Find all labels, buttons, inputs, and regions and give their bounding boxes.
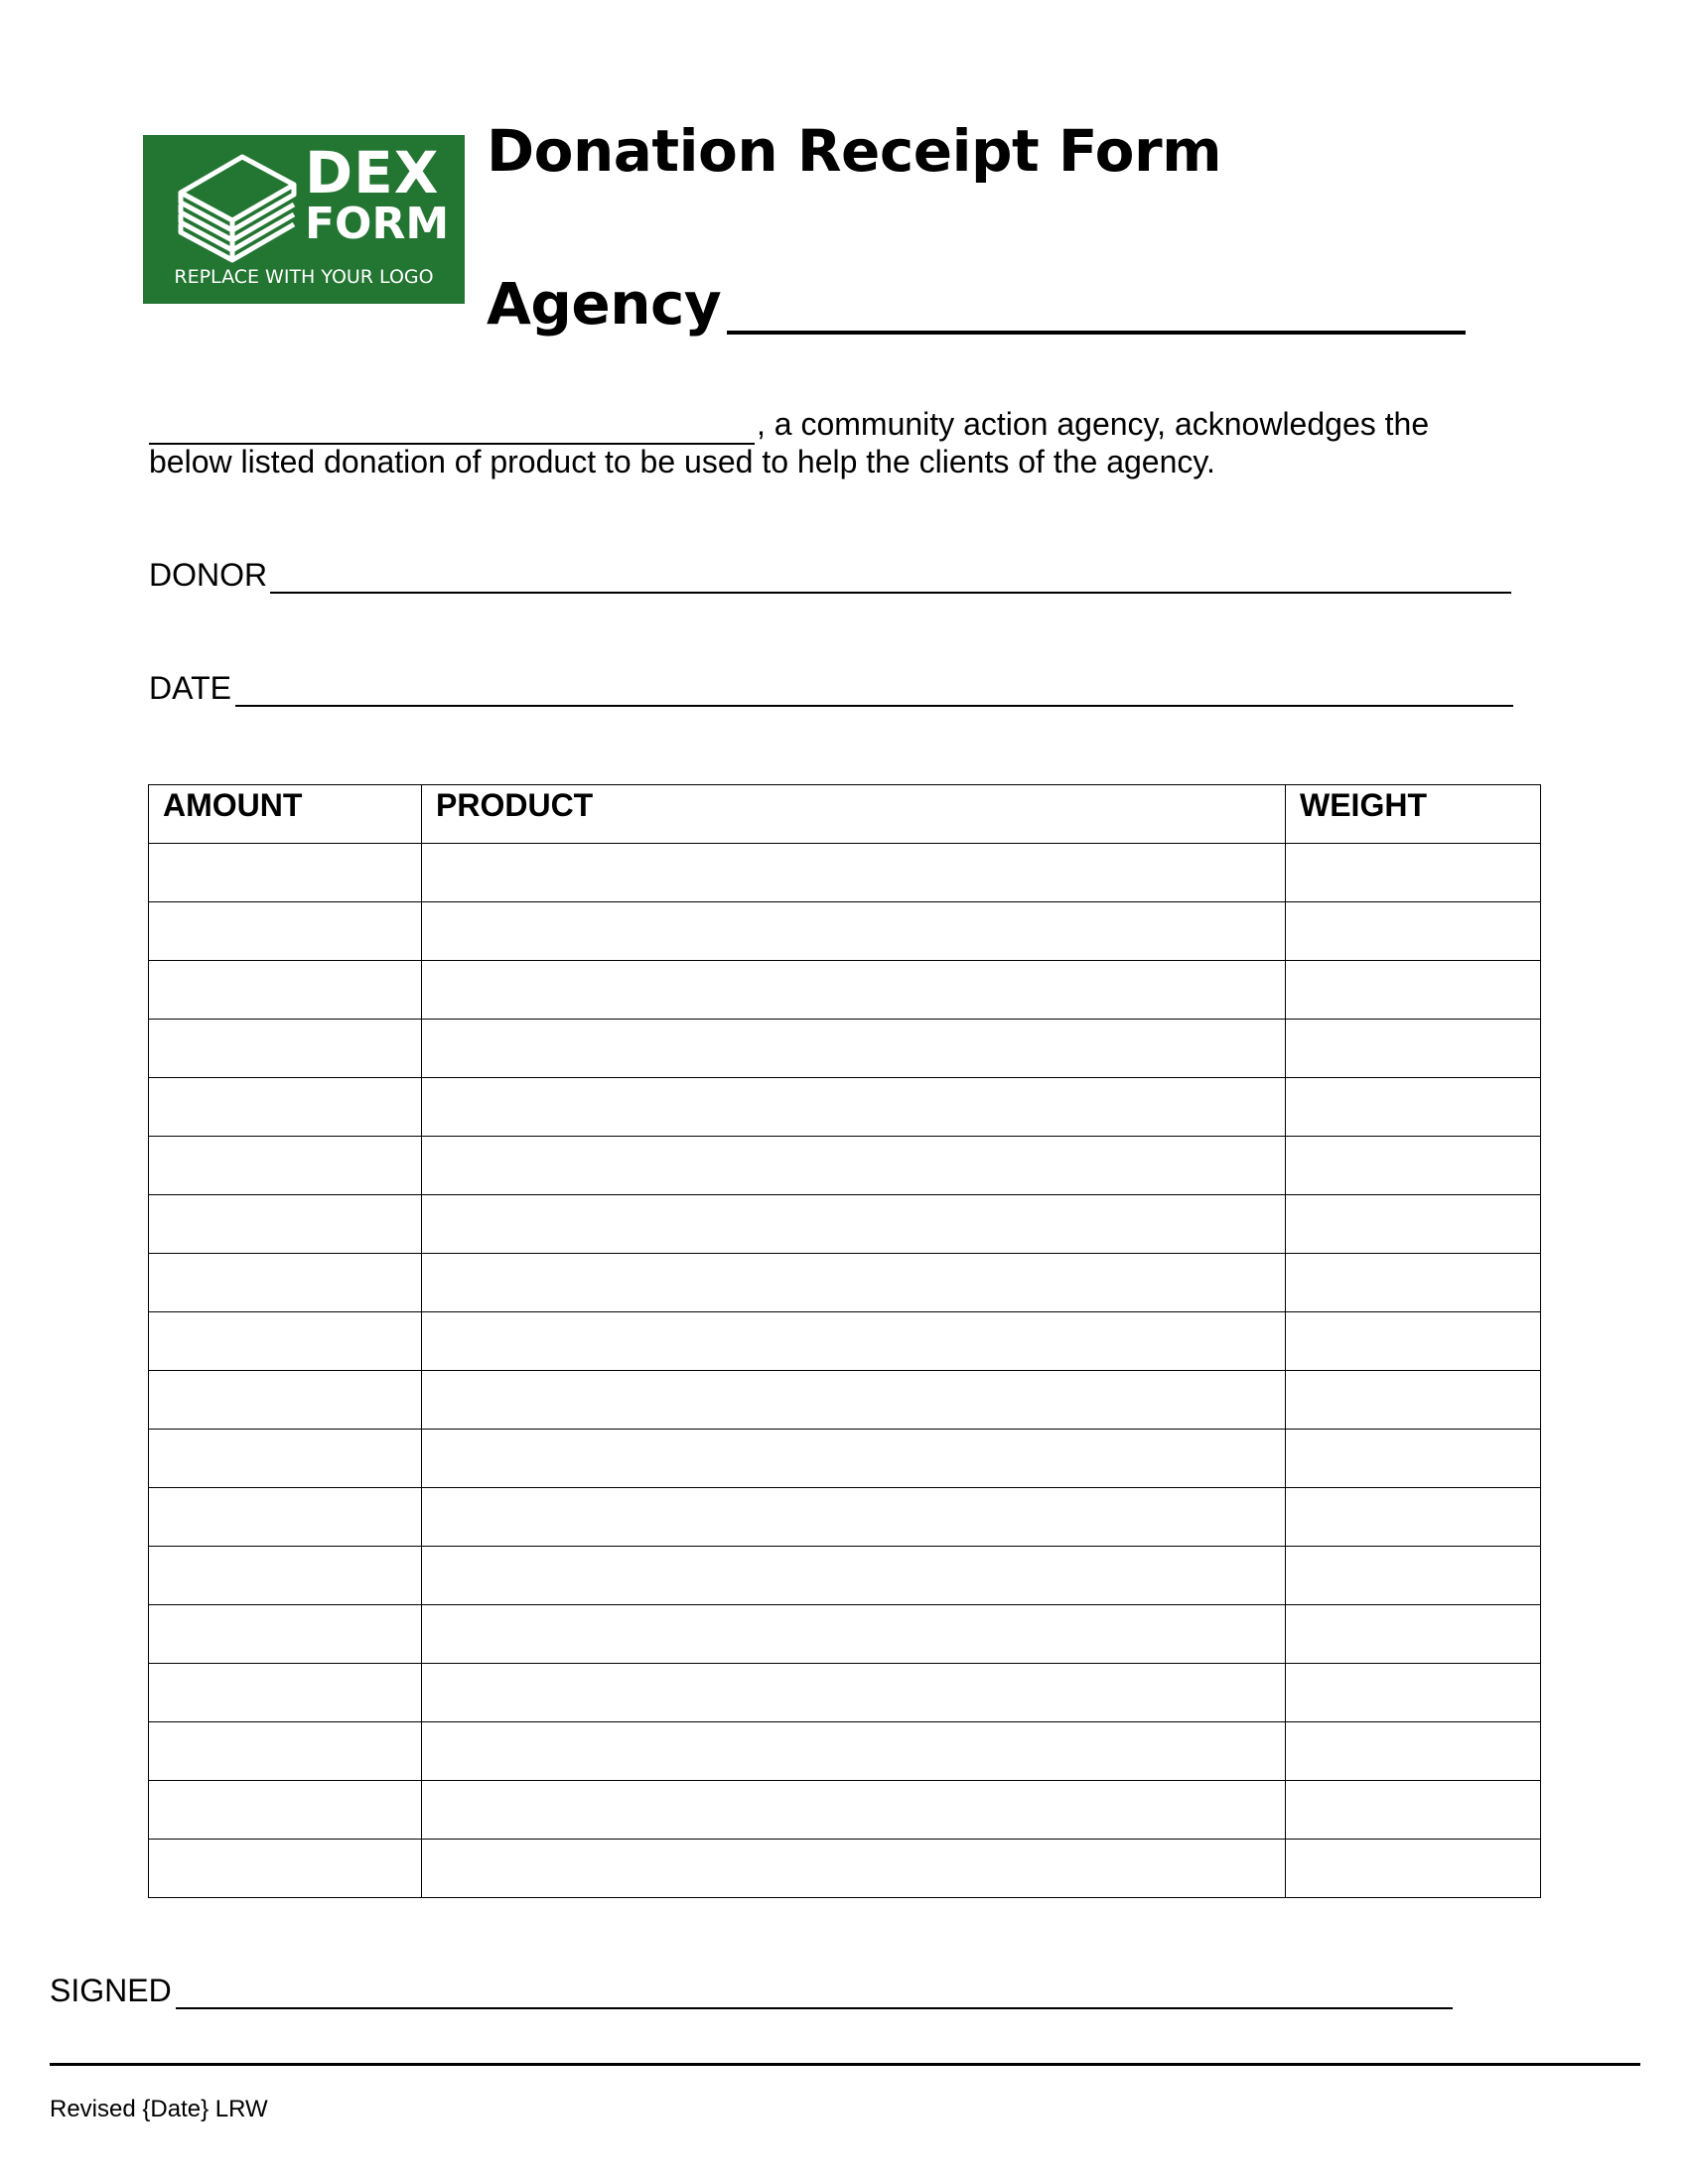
cell-amount[interactable]	[149, 1605, 422, 1664]
cell-amount[interactable]	[149, 1137, 422, 1195]
revision-note: Revised {Date} LRW	[50, 2096, 268, 2122]
signature-field-line[interactable]	[176, 2007, 1453, 2009]
cell-product[interactable]	[422, 1781, 1286, 1840]
cell-amount[interactable]	[149, 1020, 422, 1078]
cell-weight[interactable]	[1286, 1781, 1541, 1840]
footer-divider	[50, 2063, 1640, 2066]
table-row	[149, 1137, 1541, 1195]
table-row	[149, 1840, 1541, 1898]
intro-text-line2: below listed donation of product to be used to help the clients of the agency.	[149, 444, 1215, 479]
cell-amount[interactable]	[149, 1312, 422, 1371]
cell-product[interactable]	[422, 1722, 1286, 1781]
cell-product[interactable]	[422, 1371, 1286, 1430]
intro-text-line1: , a community action agency, acknowledges the	[757, 406, 1430, 442]
cell-product[interactable]	[422, 1254, 1286, 1312]
table-row	[149, 1312, 1541, 1371]
table-row	[149, 1488, 1541, 1547]
cell-weight[interactable]	[1286, 902, 1541, 961]
table-row	[149, 1781, 1541, 1840]
table-row	[149, 902, 1541, 961]
donation-items-table	[148, 784, 1541, 1898]
cell-weight[interactable]	[1286, 1488, 1541, 1547]
date-label: DATE	[149, 670, 231, 706]
cell-amount[interactable]	[149, 1840, 422, 1898]
cell-weight[interactable]	[1286, 1312, 1541, 1371]
table-row	[149, 961, 1541, 1020]
table-row	[149, 1664, 1541, 1722]
table-row	[149, 844, 1541, 902]
table-row	[149, 1605, 1541, 1664]
page-title: Donation Receipt Form	[487, 117, 1222, 185]
cell-amount[interactable]	[149, 1254, 422, 1312]
table-row	[149, 1254, 1541, 1312]
cell-product[interactable]	[422, 1840, 1286, 1898]
cell-product[interactable]	[422, 1078, 1286, 1137]
cell-weight[interactable]	[1286, 1371, 1541, 1430]
cell-weight[interactable]	[1286, 1605, 1541, 1664]
cell-product[interactable]	[422, 1605, 1286, 1664]
cell-product[interactable]	[422, 1488, 1286, 1547]
cell-product[interactable]	[422, 1195, 1286, 1254]
cell-weight[interactable]	[1286, 1020, 1541, 1078]
signed-label: SIGNED	[50, 1973, 172, 2008]
cell-weight[interactable]	[1286, 1195, 1541, 1254]
column-header-product: PRODUCT	[422, 785, 1286, 844]
cell-amount[interactable]	[149, 844, 422, 902]
table-body	[149, 844, 1541, 1898]
cell-weight[interactable]	[1286, 1254, 1541, 1312]
cell-weight[interactable]	[1286, 1722, 1541, 1781]
cell-product[interactable]	[422, 1137, 1286, 1195]
cell-weight[interactable]	[1286, 961, 1541, 1020]
table-row	[149, 1430, 1541, 1488]
column-header-amount: AMOUNT	[149, 785, 422, 844]
logo-word-form: FORM	[305, 199, 450, 249]
cell-product[interactable]	[422, 902, 1286, 961]
paper-stack-icon	[173, 145, 302, 264]
cell-weight[interactable]	[1286, 1664, 1541, 1722]
cell-product[interactable]	[422, 844, 1286, 902]
cell-weight[interactable]	[1286, 1547, 1541, 1605]
table-row	[149, 1195, 1541, 1254]
cell-amount[interactable]	[149, 1195, 422, 1254]
cell-weight[interactable]	[1286, 1430, 1541, 1488]
cell-amount[interactable]	[149, 902, 422, 961]
table-row	[149, 1722, 1541, 1781]
cell-amount[interactable]	[149, 1664, 422, 1722]
cell-product[interactable]	[422, 1547, 1286, 1605]
cell-amount[interactable]	[149, 1078, 422, 1137]
cell-amount[interactable]	[149, 1430, 422, 1488]
cell-amount[interactable]	[149, 1781, 422, 1840]
cell-weight[interactable]	[1286, 1137, 1541, 1195]
cell-weight[interactable]	[1286, 844, 1541, 902]
cell-amount[interactable]	[149, 1547, 422, 1605]
donor-field-line[interactable]	[270, 592, 1511, 594]
logo-word-dex: DEX	[305, 139, 440, 206]
table-row	[149, 1078, 1541, 1137]
table-row	[149, 1547, 1541, 1605]
cell-product[interactable]	[422, 1664, 1286, 1722]
cell-weight[interactable]	[1286, 1078, 1541, 1137]
cell-product[interactable]	[422, 1020, 1286, 1078]
donor-label: DONOR	[149, 557, 268, 593]
table-header-row	[149, 785, 1541, 844]
cell-amount[interactable]	[149, 1371, 422, 1430]
cell-amount[interactable]	[149, 1488, 422, 1547]
table-row	[149, 1371, 1541, 1430]
cell-product[interactable]	[422, 961, 1286, 1020]
logo-tagline: REPLACE WITH YOUR LOGO	[174, 266, 434, 288]
cell-amount[interactable]	[149, 1722, 422, 1781]
table-row	[149, 1020, 1541, 1078]
column-header-weight: WEIGHT	[1286, 785, 1541, 844]
company-logo	[143, 135, 465, 304]
cell-product[interactable]	[422, 1430, 1286, 1488]
cell-weight[interactable]	[1286, 1840, 1541, 1898]
cell-amount[interactable]	[149, 961, 422, 1020]
cell-product[interactable]	[422, 1312, 1286, 1371]
agency-label: Agency	[487, 270, 722, 338]
date-field-line[interactable]	[235, 705, 1513, 707]
agency-field-line[interactable]	[727, 331, 1466, 335]
